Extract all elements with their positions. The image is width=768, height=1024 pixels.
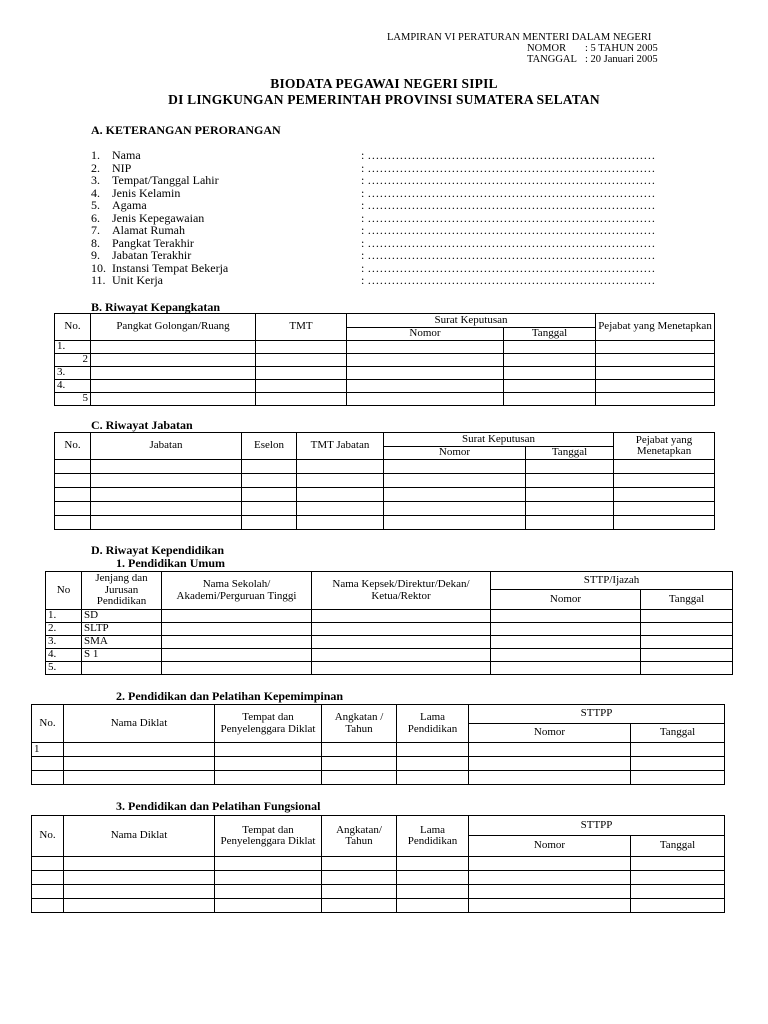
col-header-no: No. (55, 314, 91, 341)
row-jenjang: S 1 (82, 649, 162, 662)
table-row (55, 354, 715, 367)
col-header-tanggal: Tanggal (631, 724, 725, 743)
col-header-pangkat: Pangkat Golongan/Ruang (91, 314, 256, 341)
table-row (55, 474, 715, 488)
field-num: 1. (91, 148, 100, 162)
row-no: 3. (46, 636, 82, 649)
col-header-no: No (46, 572, 82, 610)
field-num: 6. (91, 210, 100, 225)
riwayat-jabatan-table (54, 432, 715, 530)
field-num: 9. (91, 248, 100, 262)
field-label: Nama (112, 148, 141, 162)
col-header-sttpp: STTPP (469, 705, 725, 724)
field-value[interactable]: : ……………………………………………………………… (361, 148, 656, 162)
field-value[interactable]: : ……………………………………………………………… (361, 198, 656, 212)
field-value[interactable]: : ……………………………………………………………… (361, 223, 656, 237)
col-header-nama-sekolah: Nama Sekolah/ Akademi/Perguruan Tinggi (162, 572, 312, 610)
table-row (55, 460, 715, 474)
col-header-tanggal: Tanggal (504, 328, 596, 341)
col-header-tanggal: Tanggal (526, 447, 614, 460)
field-label: Instansi Tempat Bekerja (112, 260, 229, 275)
field-num: 7. (91, 223, 100, 237)
row-no: 5. (46, 662, 82, 675)
field-value[interactable]: : ……………………………………………………………… (361, 173, 656, 187)
table-row (55, 380, 715, 393)
field-label: Jabatan Terakhir (112, 248, 192, 262)
field-label: Alamat Rumah (112, 223, 185, 237)
pendidikan-umum-table (45, 571, 733, 675)
field-num: 10. (91, 260, 106, 275)
field-label: NIP (112, 160, 132, 175)
col-header-tanggal: Tanggal (641, 590, 733, 610)
diklat-fungsional-table (31, 815, 725, 913)
page-title-line1: BIODATA PEGAWAI NEGERI SIPIL (270, 76, 498, 91)
col-header-pejabat: Pejabat yang Menetapkan (596, 314, 715, 341)
field-value[interactable]: : ……………………………………………………………… (361, 248, 656, 262)
col-header-no: No. (55, 433, 91, 460)
section-d-heading: D. Riwayat Kependidikan (91, 543, 225, 557)
field-num: 5. (91, 198, 100, 212)
col-header-surat-keputusan: Surat Keputusan (384, 433, 614, 447)
col-header-nama-kepsek: Nama Kepsek/Direktur/Dekan/ Ketua/Rektor (312, 572, 491, 610)
col-header-sttp-ijazah: STTP/Ijazah (491, 572, 733, 590)
col-header-jabatan: Jabatan (91, 433, 242, 460)
col-header-sttpp: STTPP (469, 816, 725, 836)
field-label: Jenis Kepegawaian (112, 210, 205, 225)
section-d2-heading: 2. Pendidikan dan Pelatihan Kepemimpinan (116, 689, 344, 703)
field-value[interactable]: : ……………………………………………………………… (361, 260, 656, 275)
field-row (91, 274, 671, 287)
row-no: 2 (55, 354, 91, 367)
field-num: 3. (91, 173, 100, 187)
field-value[interactable]: : ……………………………………………………………… (361, 210, 656, 225)
table-row (32, 899, 725, 913)
header-lampiran: LAMPIRAN VI PERATURAN MENTERI DALAM NEGERI (387, 32, 652, 43)
header-tanggal-label: TANGGAL (527, 54, 577, 65)
field-label: Agama (112, 198, 147, 212)
table-row (46, 610, 733, 623)
table-row (46, 649, 733, 662)
col-header-surat-keputusan: Surat Keputusan (347, 314, 596, 328)
table-row (32, 857, 725, 871)
col-header-jenjang: Jenjang dan Jurusan Pendidikan (82, 572, 162, 610)
col-header-tmt-jabatan: TMT Jabatan (297, 433, 384, 460)
field-row (91, 224, 671, 237)
field-row (91, 249, 671, 262)
col-header-tanggal: Tanggal (631, 836, 725, 857)
col-header-nomor: Nomor (491, 590, 641, 610)
table-row (32, 871, 725, 885)
col-header-nomor: Nomor (347, 328, 504, 341)
header-nomor-label: NOMOR (527, 43, 567, 54)
col-header-nama-diklat: Nama Diklat (64, 816, 215, 857)
col-header-eselon: Eselon (242, 433, 297, 460)
row-no: 1. (46, 610, 82, 623)
col-header-angkatan-tahun: Angkatan / Tahun (322, 705, 397, 743)
section-a-heading: A. KETERANGAN PERORANGAN (91, 123, 281, 137)
col-header-lama-pendidikan: Lama Pendidikan (397, 816, 469, 857)
col-header-no: No. (32, 816, 64, 857)
table-row (46, 662, 733, 675)
row-jenjang: SD (82, 610, 162, 623)
table-row (55, 393, 715, 406)
row-jenjang (82, 662, 162, 675)
col-header-no: No. (32, 705, 64, 743)
field-num: 2. (91, 160, 100, 175)
col-header-angkatan-tahun: Angkatan/ Tahun (322, 816, 397, 857)
row-no: 4. (46, 649, 82, 662)
section-a-field-list (91, 149, 671, 287)
table-row (55, 516, 715, 530)
table-row (55, 367, 715, 380)
table-row (32, 885, 725, 899)
field-num: 11. (91, 273, 106, 287)
row-no: 1 (32, 743, 64, 757)
field-row (91, 199, 671, 212)
col-header-nomor: Nomor (384, 447, 526, 460)
field-value[interactable]: : ……………………………………………………………… (361, 160, 656, 175)
riwayat-kepangkatan-table (54, 313, 715, 406)
table-row (46, 636, 733, 649)
field-row (91, 174, 671, 187)
table-row (32, 771, 725, 785)
table-row (46, 623, 733, 636)
header-tanggal-value: : 20 Januari 2005 (585, 54, 658, 65)
row-no: 5 (55, 393, 91, 406)
field-label: Pangkat Terakhir (112, 235, 194, 250)
row-no: 3. (55, 367, 91, 380)
table-row (55, 502, 715, 516)
field-value[interactable]: : ……………………………………………………………… (361, 273, 656, 287)
row-jenjang: SLTP (82, 623, 162, 636)
col-header-nama-diklat: Nama Diklat (64, 705, 215, 743)
table-row (32, 743, 725, 757)
section-b-heading: B. Riwayat Kepangkatan (91, 300, 221, 314)
table-row (55, 488, 715, 502)
col-header-nomor: Nomor (469, 836, 631, 857)
section-c-heading: C. Riwayat Jabatan (91, 418, 193, 432)
section-d3-heading: 3. Pendidikan dan Pelatihan Fungsional (116, 799, 321, 813)
row-no: 1. (55, 341, 91, 354)
field-label: Tempat/Tanggal Lahir (112, 173, 219, 187)
field-num: 4. (91, 185, 100, 200)
row-jenjang: SMA (82, 636, 162, 649)
table-row (55, 341, 715, 354)
page-title-line2: DI LINGKUNGAN PEMERINTAH PROVINSI SUMATERA SELATAN (168, 92, 600, 107)
field-value[interactable]: : ……………………………………………………………… (361, 235, 656, 250)
row-no: 2. (46, 623, 82, 636)
col-header-pejabat: Pejabat yang Menetapkan (614, 433, 715, 460)
field-label: Unit Kerja (112, 273, 163, 287)
field-label: Jenis Kelamin (112, 185, 181, 200)
header-nomor-value: : 5 TAHUN 2005 (585, 43, 658, 54)
section-d1-heading: 1. Pendidikan Umum (116, 556, 226, 570)
row-no: 4. (55, 380, 91, 393)
field-row (91, 149, 671, 162)
field-num: 8. (91, 235, 100, 250)
col-header-tempat-penyelenggara: Tempat dan Penyelenggara Diklat (215, 705, 322, 743)
diklat-kepemimpinan-table (31, 704, 725, 785)
col-header-tempat-penyelenggara: Tempat dan Penyelenggara Diklat (215, 816, 322, 857)
col-header-tmt: TMT (256, 314, 347, 341)
col-header-lama-pendidikan: Lama Pendidikan (397, 705, 469, 743)
col-header-nomor: Nomor (469, 724, 631, 743)
field-value[interactable]: : ……………………………………………………………… (361, 185, 656, 200)
table-row (32, 757, 725, 771)
